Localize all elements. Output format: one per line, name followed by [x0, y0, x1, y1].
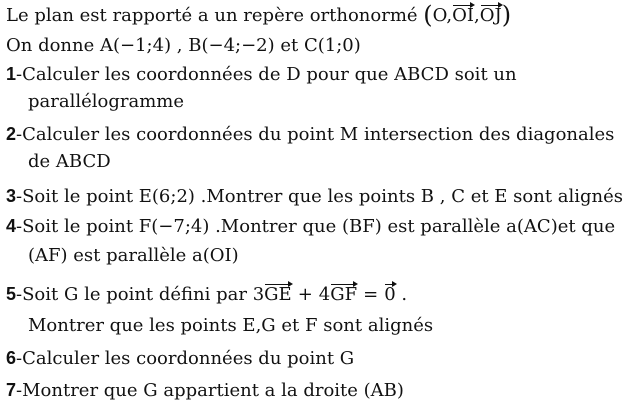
question-2-continuation: de ABCD — [28, 151, 111, 172]
intro-text: Le plan est rapporté a un repère orthonormé — [6, 5, 424, 26]
question-number: 6 — [6, 348, 17, 368]
question-number: 3 — [6, 186, 17, 206]
question-text: -Calculer les coordonnées du point M intersection des diagonales — [16, 124, 615, 145]
vector-oi: OI — [452, 5, 474, 26]
question-1-continuation: parallélogramme — [28, 91, 184, 112]
question-7 — [6, 378, 404, 403]
question-4-continuation: (AF) est parallèle a(OI) — [28, 245, 239, 266]
question-number: 7 — [6, 380, 17, 400]
vector-gf: GF — [330, 284, 358, 305]
repere-origin: O — [432, 5, 447, 26]
question-1 — [6, 62, 517, 87]
question-text: -Montrer que G appartient a la droite (AB) — [16, 380, 404, 401]
question-3 — [6, 184, 623, 209]
question-number: 2 — [6, 124, 17, 144]
question-text: -Calculer les coordonnées du point G — [16, 348, 355, 369]
question-number: 5 — [6, 284, 17, 304]
question-text: -Soit G le point défini par — [16, 284, 253, 305]
vector-oj: OJ — [479, 5, 502, 26]
question-text: -Soit le point F(−7;4) .Montrer que (BF) est parallèle a(AC)et que — [16, 216, 616, 237]
question-5: 5-Soit G le point défini par 3GE + 4GF = 0 . — [6, 284, 408, 305]
question-6 — [6, 346, 354, 371]
question-4 — [6, 214, 615, 239]
intro-line-2: On donne A(−1;4) , B(−4;−2) et C(1;0) — [6, 35, 361, 56]
vector-equation: 3GE + 4GF = 0 — [252, 284, 396, 305]
question-5-continuation: Montrer que les points E,G et F sont alignés — [28, 315, 434, 336]
intro-line-1: Le plan est rapporté a un repère orthonormé (O,OI,OJ) — [6, 1, 512, 29]
question-text: -Soit le point E(6;2) .Montrer que les points B , C et E sont alignés — [16, 186, 624, 207]
vector-ge: GE — [264, 284, 292, 305]
question-number: 4 — [6, 216, 17, 236]
question-2 — [6, 122, 614, 147]
zero-vector: 0 — [384, 284, 396, 305]
question-text: -Calculer les coordonnées de D pour que ABCD soit un — [16, 64, 517, 85]
question-number: 1 — [6, 64, 17, 84]
